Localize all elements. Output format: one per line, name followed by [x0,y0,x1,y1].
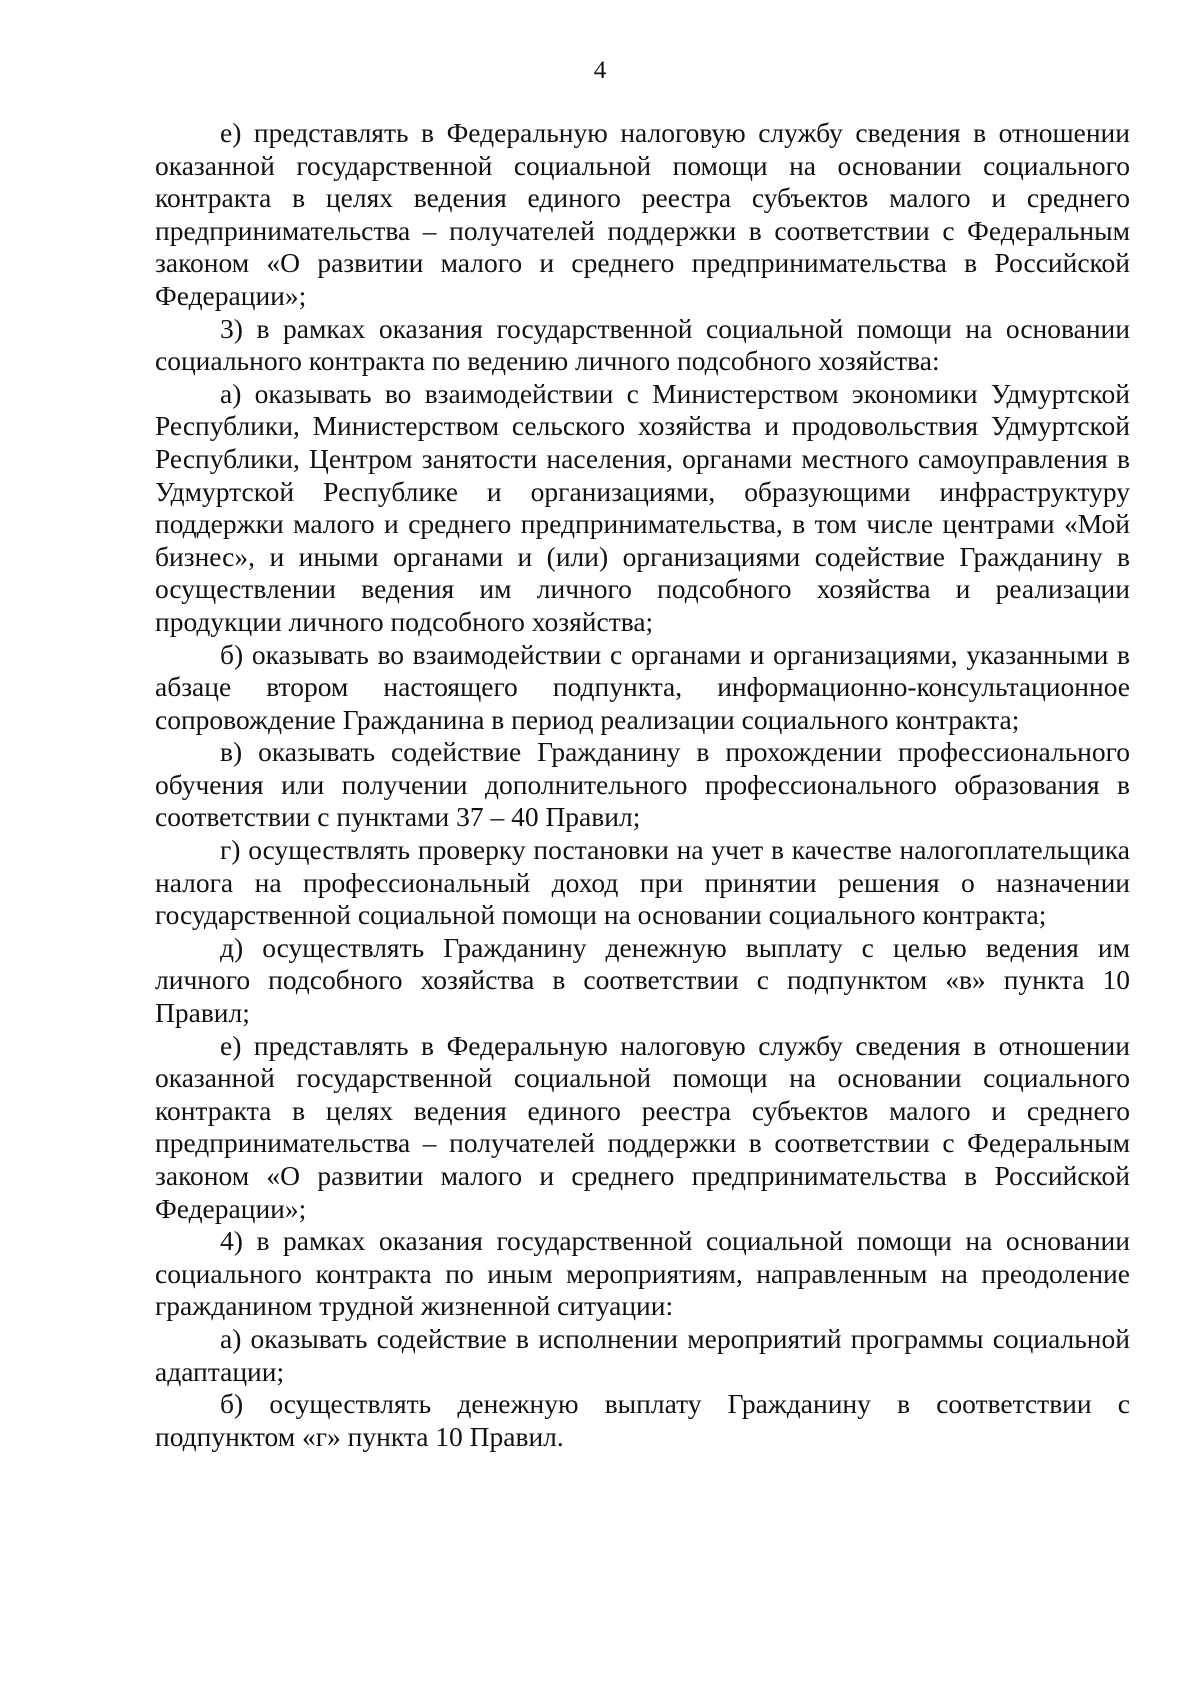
paragraph-g-tax-check: г) осуществлять проверку постановки на учет в качестве налогоплательщика налога на профессиональный доход при принятии решения о назначении государственной социальной помощи на основании социального контракта; [155,834,1130,931]
paragraph-a-adaptation: а) оказывать содействие в исполнении мероприятий программы социальной адаптации; [155,1322,1130,1387]
paragraph-e-tax-reporting-1: е) представлять в Федеральную налоговую службу сведения в отношении оказанной государственной социальной помощи на основании социального контракта в целях ведения единого реестра субъектов малого и среднего предпринимательства – получателей поддержки в соответствии с Федеральным законом «О развитии малого и среднего предпринимательства в Российской Федерации»; [155,117,1130,311]
paragraph-a-assistance: а) оказывать во взаимодействии с Министерством экономики Удмуртской Республики, Министерством сельского хозяйства и продовольствия Удмуртской Республики, Центром занятости населения, органами местного самоуправления в Удмуртской Республике и организациями, образующими инфраструктуру поддержки малого и среднего предпринимательства, в том числе центрами «Мой бизнес», и иными органами и (или) организациями содействие Гражданину в осуществлении ведения им личного подсобного хозяйства и реализации продукции личного подсобного хозяйства; [155,377,1130,637]
document-body [155,117,1130,1453]
paragraph-b-payment: б) осуществлять денежную выплату Гражданину в соответствии с подпунктом «г» пункта 10 Правил. [155,1388,1130,1452]
paragraph-v-training: в) оказывать содействие Гражданину в прохождении профессионального обучения или получении дополнительного профессионального образования в соответствии с пунктами 37 – 40 Правил; [155,736,1130,833]
paragraph-e-tax-reporting-2: е) представлять в Федеральную налоговую службу сведения в отношении оказанной государственной социальной помощи на основании социального контракта в целях ведения единого реестра субъектов малого и среднего предпринимательства – получателей поддержки в соответствии с Федеральным законом «О развитии малого и среднего предпринимательства в Российской Федерации»; [155,1029,1130,1224]
page-number: 4 [593,57,607,84]
paragraph-d-payment: д) осуществлять Гражданину денежную выплату с целью ведения им личного подсобного хозяйства в соответствии с подпунктом «в» пункта 10 Правил; [155,931,1130,1029]
paragraph-b-consulting: б) оказывать во взаимодействии с органами и организациями, указанными в абзаце втором настоящего подпункта, информационно-консультационное сопровождение Гражданина в период реализации социального контракта; [155,638,1130,735]
paragraph-4-other-measures: 4) в рамках оказания государственной социальной помощи на основании социального контракта по иным мероприятиям, направленным на преодоление гражданином трудной жизненной ситуации: [155,1225,1130,1322]
paragraph-3-personal-farming: 3) в рамках оказания государственной социальной помощи на основании социального контракта по ведению личного подсобного хозяйства: [155,312,1130,377]
